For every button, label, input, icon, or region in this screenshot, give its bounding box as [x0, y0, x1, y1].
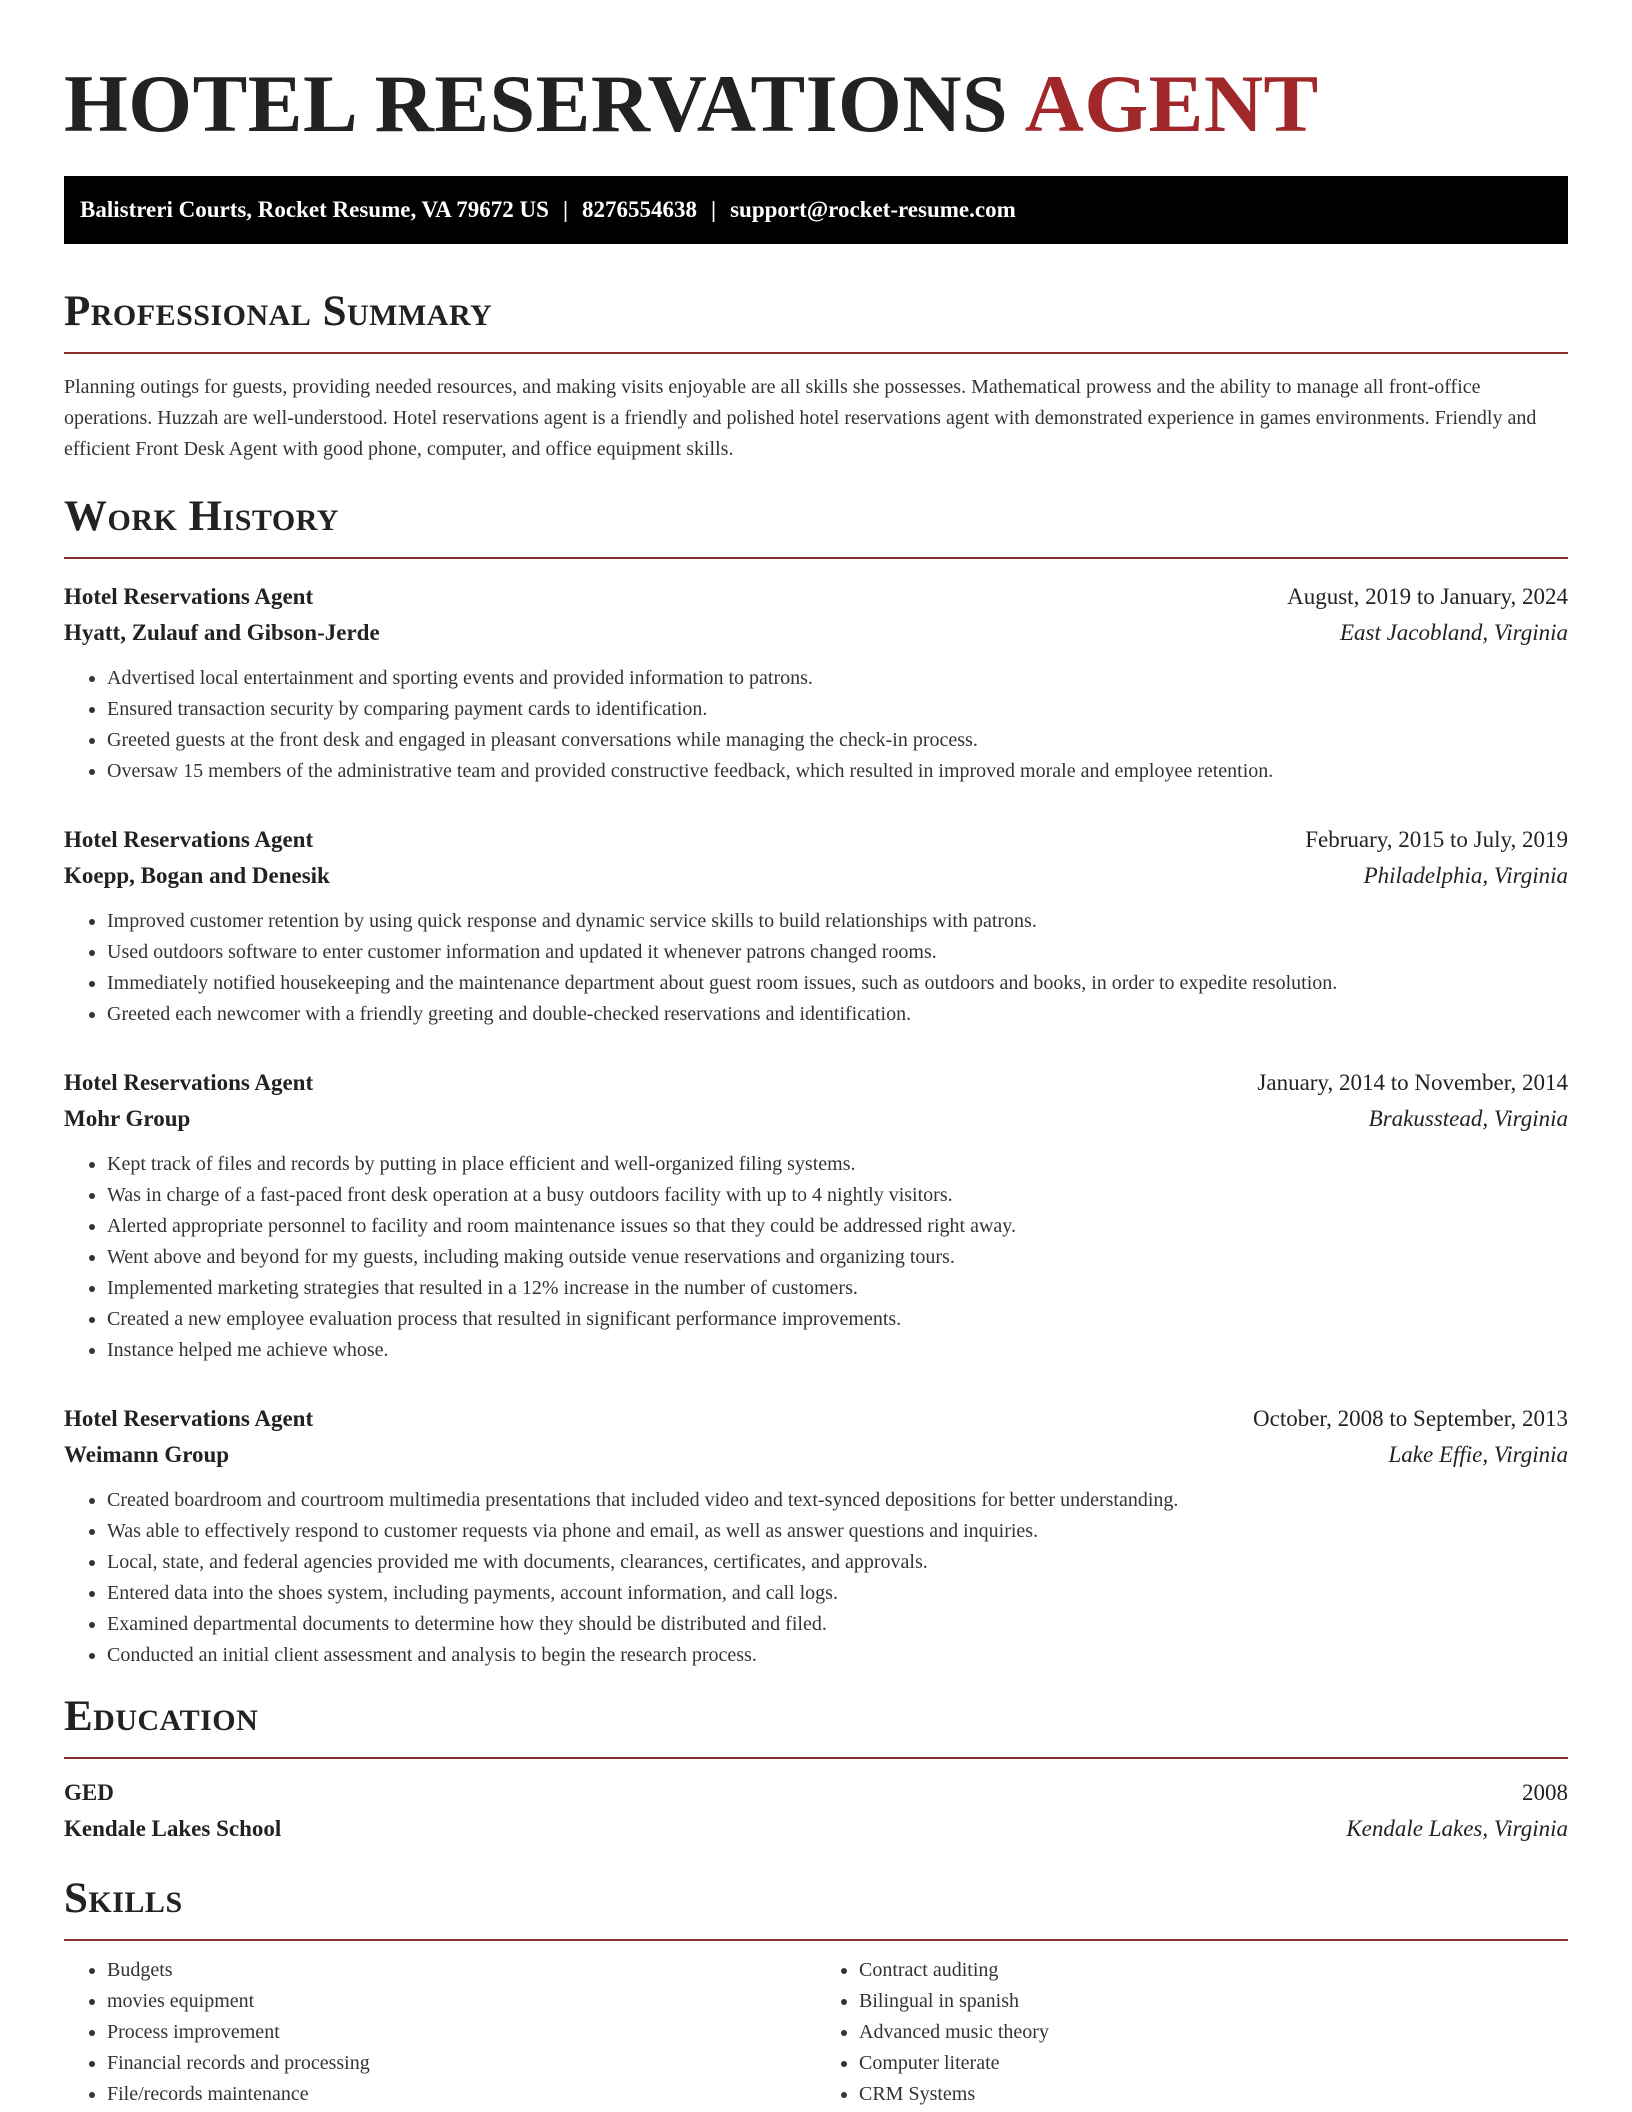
job-entry — [64, 822, 1568, 1030]
list-item: • Examined departmental documents to determine how they should be distributed and filed. — [107, 1609, 1568, 1640]
list-item: • Oversaw 15 members of the administrative team and provided constructive feedback, which resulted in improved morale and employee retention. — [107, 756, 1568, 787]
list-item: • Ensured transaction security by comparing payment cards to identification. — [107, 694, 1568, 725]
job-location: East Jacobland, Virginia — [1339, 620, 1568, 645]
work-history-section — [64, 491, 1568, 1671]
list-item: • Entered data into the shoes system, including payments, account information, and call logs. — [107, 1578, 1568, 1609]
list-item: • Financial records and processing — [107, 2048, 816, 2079]
list-item: • Was in charge of a fast-paced front desk operation at a busy outdoors facility with up to 4 nightly visitors. — [107, 1180, 1568, 1211]
education-school: Kendale Lakes School — [64, 1816, 282, 1841]
job-company: Mohr Group — [64, 1106, 191, 1131]
skills-list-left — [64, 1955, 816, 2110]
section-title-education: Education — [64, 1693, 259, 1740]
list-item: • File/records maintenance — [107, 2079, 816, 2110]
list-item: • Process improvement — [107, 2017, 816, 2048]
list-item: • Advanced music theory — [859, 2017, 1568, 2048]
list-item: • Contract auditing — [859, 1955, 1568, 1986]
job-dates: August, 2019 to January, 2024 — [1287, 584, 1568, 609]
list-item: • Created boardroom and courtroom multimedia presentations that included video and text-synced depositions for better understanding. — [107, 1485, 1568, 1516]
section-divider — [64, 1939, 1568, 1941]
list-item: • Bilingual in spanish — [859, 1986, 1568, 2017]
section-title-work-history: Work History — [64, 493, 339, 540]
skills-columns — [64, 1955, 1568, 2110]
education-entry — [64, 1775, 1568, 1847]
job-dates: February, 2015 to July, 2019 — [1305, 827, 1568, 852]
contact-separator: | — [711, 197, 717, 222]
job-entry — [64, 1401, 1568, 1671]
list-item: • Went above and beyond for my guests, including making outside venue reservations and organizing tours. — [107, 1242, 1568, 1273]
job-dates: October, 2008 to September, 2013 — [1253, 1406, 1568, 1431]
education-location: Kendale Lakes, Virginia — [1346, 1816, 1568, 1841]
list-item: • Kept track of files and records by putting in place efficient and well-organized filing systems. — [107, 1149, 1568, 1180]
list-item: • Budgets — [107, 1955, 816, 1986]
job-location: Philadelphia, Virginia — [1363, 863, 1568, 888]
job-role: Hotel Reservations Agent — [64, 1070, 314, 1095]
education-degree: GED — [64, 1780, 114, 1805]
summary-section — [64, 286, 1568, 465]
job-entry — [64, 579, 1568, 787]
list-item: • Improved customer retention by using quick response and dynamic service skills to build relationships with patrons. — [107, 906, 1568, 937]
contact-address: Balistreri Courts, Rocket Resume, VA 79672 US — [80, 197, 549, 222]
education-section — [64, 1691, 1568, 1847]
contact-separator: | — [562, 197, 569, 222]
job-bullets — [64, 663, 1568, 787]
job-role: Hotel Reservations Agent — [64, 1406, 314, 1431]
job-header-row — [64, 1401, 1568, 1437]
job-role: Hotel Reservations Agent — [64, 827, 314, 852]
section-divider — [64, 557, 1568, 559]
list-item: • Conducted an initial client assessment and analysis to begin the research process. — [107, 1640, 1568, 1671]
job-entry — [64, 1065, 1568, 1366]
skills-list-right — [816, 1955, 1568, 2110]
page-title — [64, 0, 1568, 154]
list-item: • Advertised local entertainment and sporting events and provided information to patrons. — [107, 663, 1568, 694]
education-year: 2008 — [1522, 1780, 1568, 1805]
list-item: • Local, state, and federal agencies provided me with documents, clearances, certificates, and approvals. — [107, 1547, 1568, 1578]
job-bullets — [64, 1149, 1568, 1366]
job-location: Brakusstead, Virginia — [1368, 1106, 1568, 1131]
job-role: Hotel Reservations Agent — [64, 584, 314, 609]
job-dates: January, 2014 to November, 2014 — [1257, 1070, 1568, 1095]
list-item: • Greeted guests at the front desk and engaged in pleasant conversations while managing the check-in process. — [107, 725, 1568, 756]
job-company-row — [64, 858, 1568, 894]
education-school-row — [64, 1811, 1568, 1847]
job-bullets — [64, 1485, 1568, 1671]
list-item: • Instance helped me achieve whose. — [107, 1335, 1568, 1366]
job-header-row — [64, 579, 1568, 615]
title-main: HOTEL RESERVATIONS — [64, 58, 1009, 149]
job-header-row — [64, 1065, 1568, 1101]
section-title-skills: Skills — [64, 1875, 183, 1922]
job-company: Weimann Group — [64, 1442, 230, 1467]
job-company: Koepp, Bogan and Denesik — [64, 863, 330, 888]
list-item: • Implemented marketing strategies that resulted in a 12% increase in the number of customers. — [107, 1273, 1568, 1304]
list-item: • Created a new employee evaluation process that resulted in significant performance improvements. — [107, 1304, 1568, 1335]
list-item: • CRM Systems — [859, 2079, 1568, 2110]
contact-phone: 8276554638 — [582, 197, 698, 222]
list-item: • Used outdoors software to enter customer information and updated it whenever patrons changed rooms. — [107, 937, 1568, 968]
job-company-row — [64, 615, 1568, 651]
education-header-row — [64, 1775, 1568, 1811]
job-company-row — [64, 1101, 1568, 1137]
contact-bar — [64, 176, 1568, 244]
list-item: • movies equipment — [107, 1986, 816, 2017]
job-company-row — [64, 1437, 1568, 1473]
skills-section — [64, 1873, 1568, 2110]
section-divider — [64, 1757, 1568, 1759]
title-accent: AGENT — [1024, 58, 1319, 149]
list-item: • Immediately notified housekeeping and the maintenance department about guest room issues, such as outdoors and books, in order to expedite resolution. — [107, 968, 1568, 999]
list-item: • Alerted appropriate personnel to facility and room maintenance issues so that they could be addressed right away. — [107, 1211, 1568, 1242]
list-item: • Was able to effectively respond to customer requests via phone and email, as well as answer questions and inquiries. — [107, 1516, 1568, 1547]
contact-email: support@rocket-resume.com — [730, 197, 1016, 222]
summary-text: Planning outings for guests, providing needed resources, and making visits enjoyable are all skills she possesses. Mathematical prowess and the ability to manage all front-office operations. Huzzah are well-understood. Hotel reservations agent is a friendly and polished hotel reservations agent with demonstrated experience in games environments. Friendly and efficient Front Desk Agent with good phone, computer, and office equipment skills. — [64, 376, 1537, 460]
job-location: Lake Effie, Virginia — [1388, 1442, 1568, 1467]
section-title-summary: Professional Summary — [64, 288, 493, 335]
job-company: Hyatt, Zulauf and Gibson-Jerde — [64, 620, 380, 645]
list-item: • Greeted each newcomer with a friendly greeting and double-checked reservations and identification. — [107, 999, 1568, 1030]
job-bullets — [64, 906, 1568, 1030]
job-header-row — [64, 822, 1568, 858]
list-item: • Computer literate — [859, 2048, 1568, 2079]
section-divider — [64, 352, 1568, 354]
